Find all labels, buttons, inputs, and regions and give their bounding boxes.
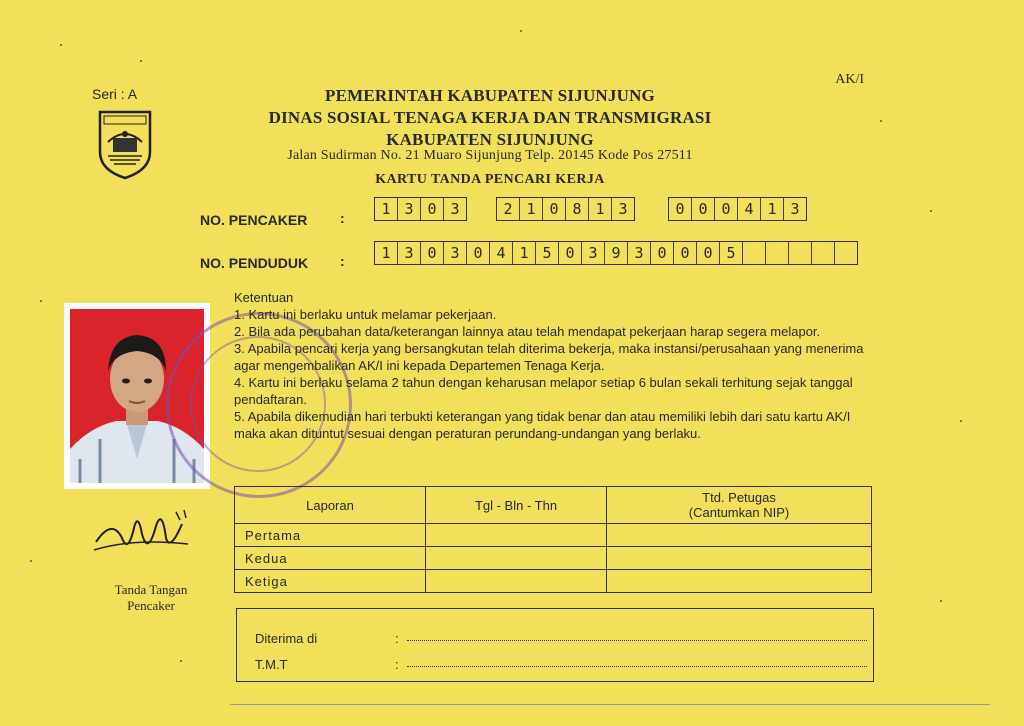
list-item: 4. Kartu ini berlaku selama 2 tahun dengan keharusan melapor setiap 6 bulan sekali terhitung sejak tanggal pendaftaran.	[234, 375, 853, 407]
report-table	[234, 486, 872, 593]
signature-caption-line-1: Tanda Tangan	[114, 582, 188, 597]
column-header-officer-line-1: Ttd. Petugas	[702, 490, 776, 505]
signature-caption-line-2: Pencaker	[127, 598, 175, 613]
regency-coat-of-arms-icon	[96, 108, 154, 180]
digit-cell: 1	[589, 198, 612, 220]
signature-caption	[96, 582, 206, 614]
tmt-label: T.M.T	[255, 657, 288, 672]
no-penduduk-label: NO. PENDUDUK	[200, 255, 309, 271]
digit-cell: 0	[715, 198, 738, 220]
digit-cell: 0	[674, 242, 697, 264]
digit-cell: 0	[669, 198, 692, 220]
table-row	[235, 547, 872, 570]
colon: :	[395, 657, 399, 672]
digit-cell: 4	[490, 242, 513, 264]
table-row	[235, 570, 872, 593]
paper-speck	[60, 44, 62, 46]
digit-cell: 0	[692, 198, 715, 220]
seri-label: Seri : A	[92, 86, 138, 102]
paper-speck	[180, 660, 182, 662]
digit-cell	[789, 242, 812, 264]
list-item: 1. Kartu ini berlaku untuk melamar pekerjaan.	[234, 307, 497, 322]
digit-cell: 2	[497, 198, 520, 220]
table-header-row	[235, 487, 872, 524]
digit-cell	[743, 242, 766, 264]
report-officer-cell[interactable]	[607, 547, 872, 570]
report-officer-cell[interactable]	[607, 524, 872, 547]
acceptance-box	[236, 608, 874, 682]
digit-cell: 1	[520, 198, 543, 220]
paper-speck	[930, 210, 932, 212]
digit-cell: 3	[450, 200, 460, 218]
list-item: 5. Apabila dikemudian hari terbukti keterangan yang tidak benar dan atau memiliki lebih dari satu kartu AK/I maka akan dituntut sesuai dengan peraturan perundang-undangan yang berlaku.	[234, 409, 851, 441]
digit-cell: 0	[559, 242, 582, 264]
no-pencaker-label: NO. PENCAKER	[200, 212, 308, 228]
applicant-signature-icon	[92, 498, 192, 568]
paper-speck	[520, 30, 522, 32]
report-date-cell[interactable]	[426, 570, 607, 593]
digit-cell: 3	[628, 242, 651, 264]
paper-speck	[960, 420, 962, 422]
digit-cell: 0	[421, 198, 444, 220]
column-header-officer	[607, 487, 872, 524]
digit-cell: 1	[375, 198, 398, 220]
digit-cell: 5	[720, 242, 743, 264]
card-title: KARTU TANDA PENCARI KERJA	[375, 172, 605, 187]
digit-cell: 0	[421, 242, 444, 264]
report-row-label: Ketiga	[235, 570, 426, 593]
digit-cell: 1	[375, 242, 398, 264]
digit-cell: 3	[398, 198, 421, 220]
digit-cell: 0	[651, 242, 674, 264]
digit-cell: 3	[582, 242, 605, 264]
digit-cell: 1	[761, 198, 784, 220]
colon: :	[340, 210, 345, 226]
report-officer-cell[interactable]	[607, 570, 872, 593]
report-date-cell[interactable]	[426, 547, 607, 570]
digit-cell: 3	[790, 200, 800, 218]
no-pencaker-group-3	[668, 197, 807, 221]
digit-cell: 9	[605, 242, 628, 264]
address: Jalan Sudirman No. 21 Muaro Sijunjung Telp. 20145 Kode Pos 27511	[287, 148, 693, 163]
digit-cell: 3	[618, 200, 628, 218]
table-row	[235, 524, 872, 547]
digit-cell: 3	[444, 242, 467, 264]
tmt-row	[255, 657, 399, 672]
no-pencaker-group-1	[374, 197, 467, 221]
report-row-label: Kedua	[235, 547, 426, 570]
paper-speck	[40, 300, 42, 302]
column-header-date: Tgl - Bln - Thn	[426, 487, 607, 524]
paper-speck	[140, 60, 142, 62]
diterima-label: Diterima di	[255, 631, 318, 646]
digit-cell: 1	[513, 242, 536, 264]
paper-speck	[30, 560, 32, 562]
colon: :	[340, 253, 345, 269]
diterima-row	[255, 631, 399, 646]
ketentuan-title: Ketentuan	[234, 290, 294, 305]
digit-cell	[812, 242, 835, 264]
digit-cell	[766, 242, 789, 264]
no-pencaker-group-2	[496, 197, 635, 221]
header-line-2: DINAS SOSIAL TENAGA KERJA DAN TRANSMIGRASI	[268, 108, 712, 127]
list-item: 3. Apabila pencari kerja yang bersangkutan telah diterima bekerja, maka instansi/perusahaan yang menerima agar mengembalikan AK/I ini kepada Departemen Tenaga Kerja.	[234, 341, 864, 373]
digit-cell: 4	[738, 198, 761, 220]
digit-cell	[835, 242, 857, 264]
digit-cell: 0	[467, 242, 490, 264]
digit-cell: 0	[697, 242, 720, 264]
paper-speck	[880, 120, 882, 122]
tmt-field[interactable]	[407, 666, 867, 667]
digit-cell: 3	[398, 242, 421, 264]
header-line-1: PEMERINTAH KABUPATEN SIJUNJUNG	[325, 86, 655, 105]
form-code: AK/I	[835, 72, 864, 87]
bottom-rule	[230, 704, 990, 705]
paper-speck	[940, 600, 942, 602]
column-header-laporan: Laporan	[235, 487, 426, 524]
colon: :	[395, 631, 399, 646]
ketentuan-list	[234, 306, 874, 442]
digit-cell: 0	[543, 198, 566, 220]
digit-cell: 5	[536, 242, 559, 264]
list-item: 2. Bila ada perubahan data/keterangan lainnya atau telah mendapat pekerjaan harap segera melapor.	[234, 324, 821, 339]
report-row-label: Pertama	[235, 524, 426, 547]
header-line-3: KABUPATEN SIJUNJUNG	[386, 130, 594, 149]
no-penduduk-digits	[374, 241, 858, 265]
diterima-field[interactable]	[407, 640, 867, 641]
column-header-officer-line-2: (Cantumkan NIP)	[688, 505, 790, 520]
digit-cell: 8	[566, 198, 589, 220]
report-date-cell[interactable]	[426, 524, 607, 547]
